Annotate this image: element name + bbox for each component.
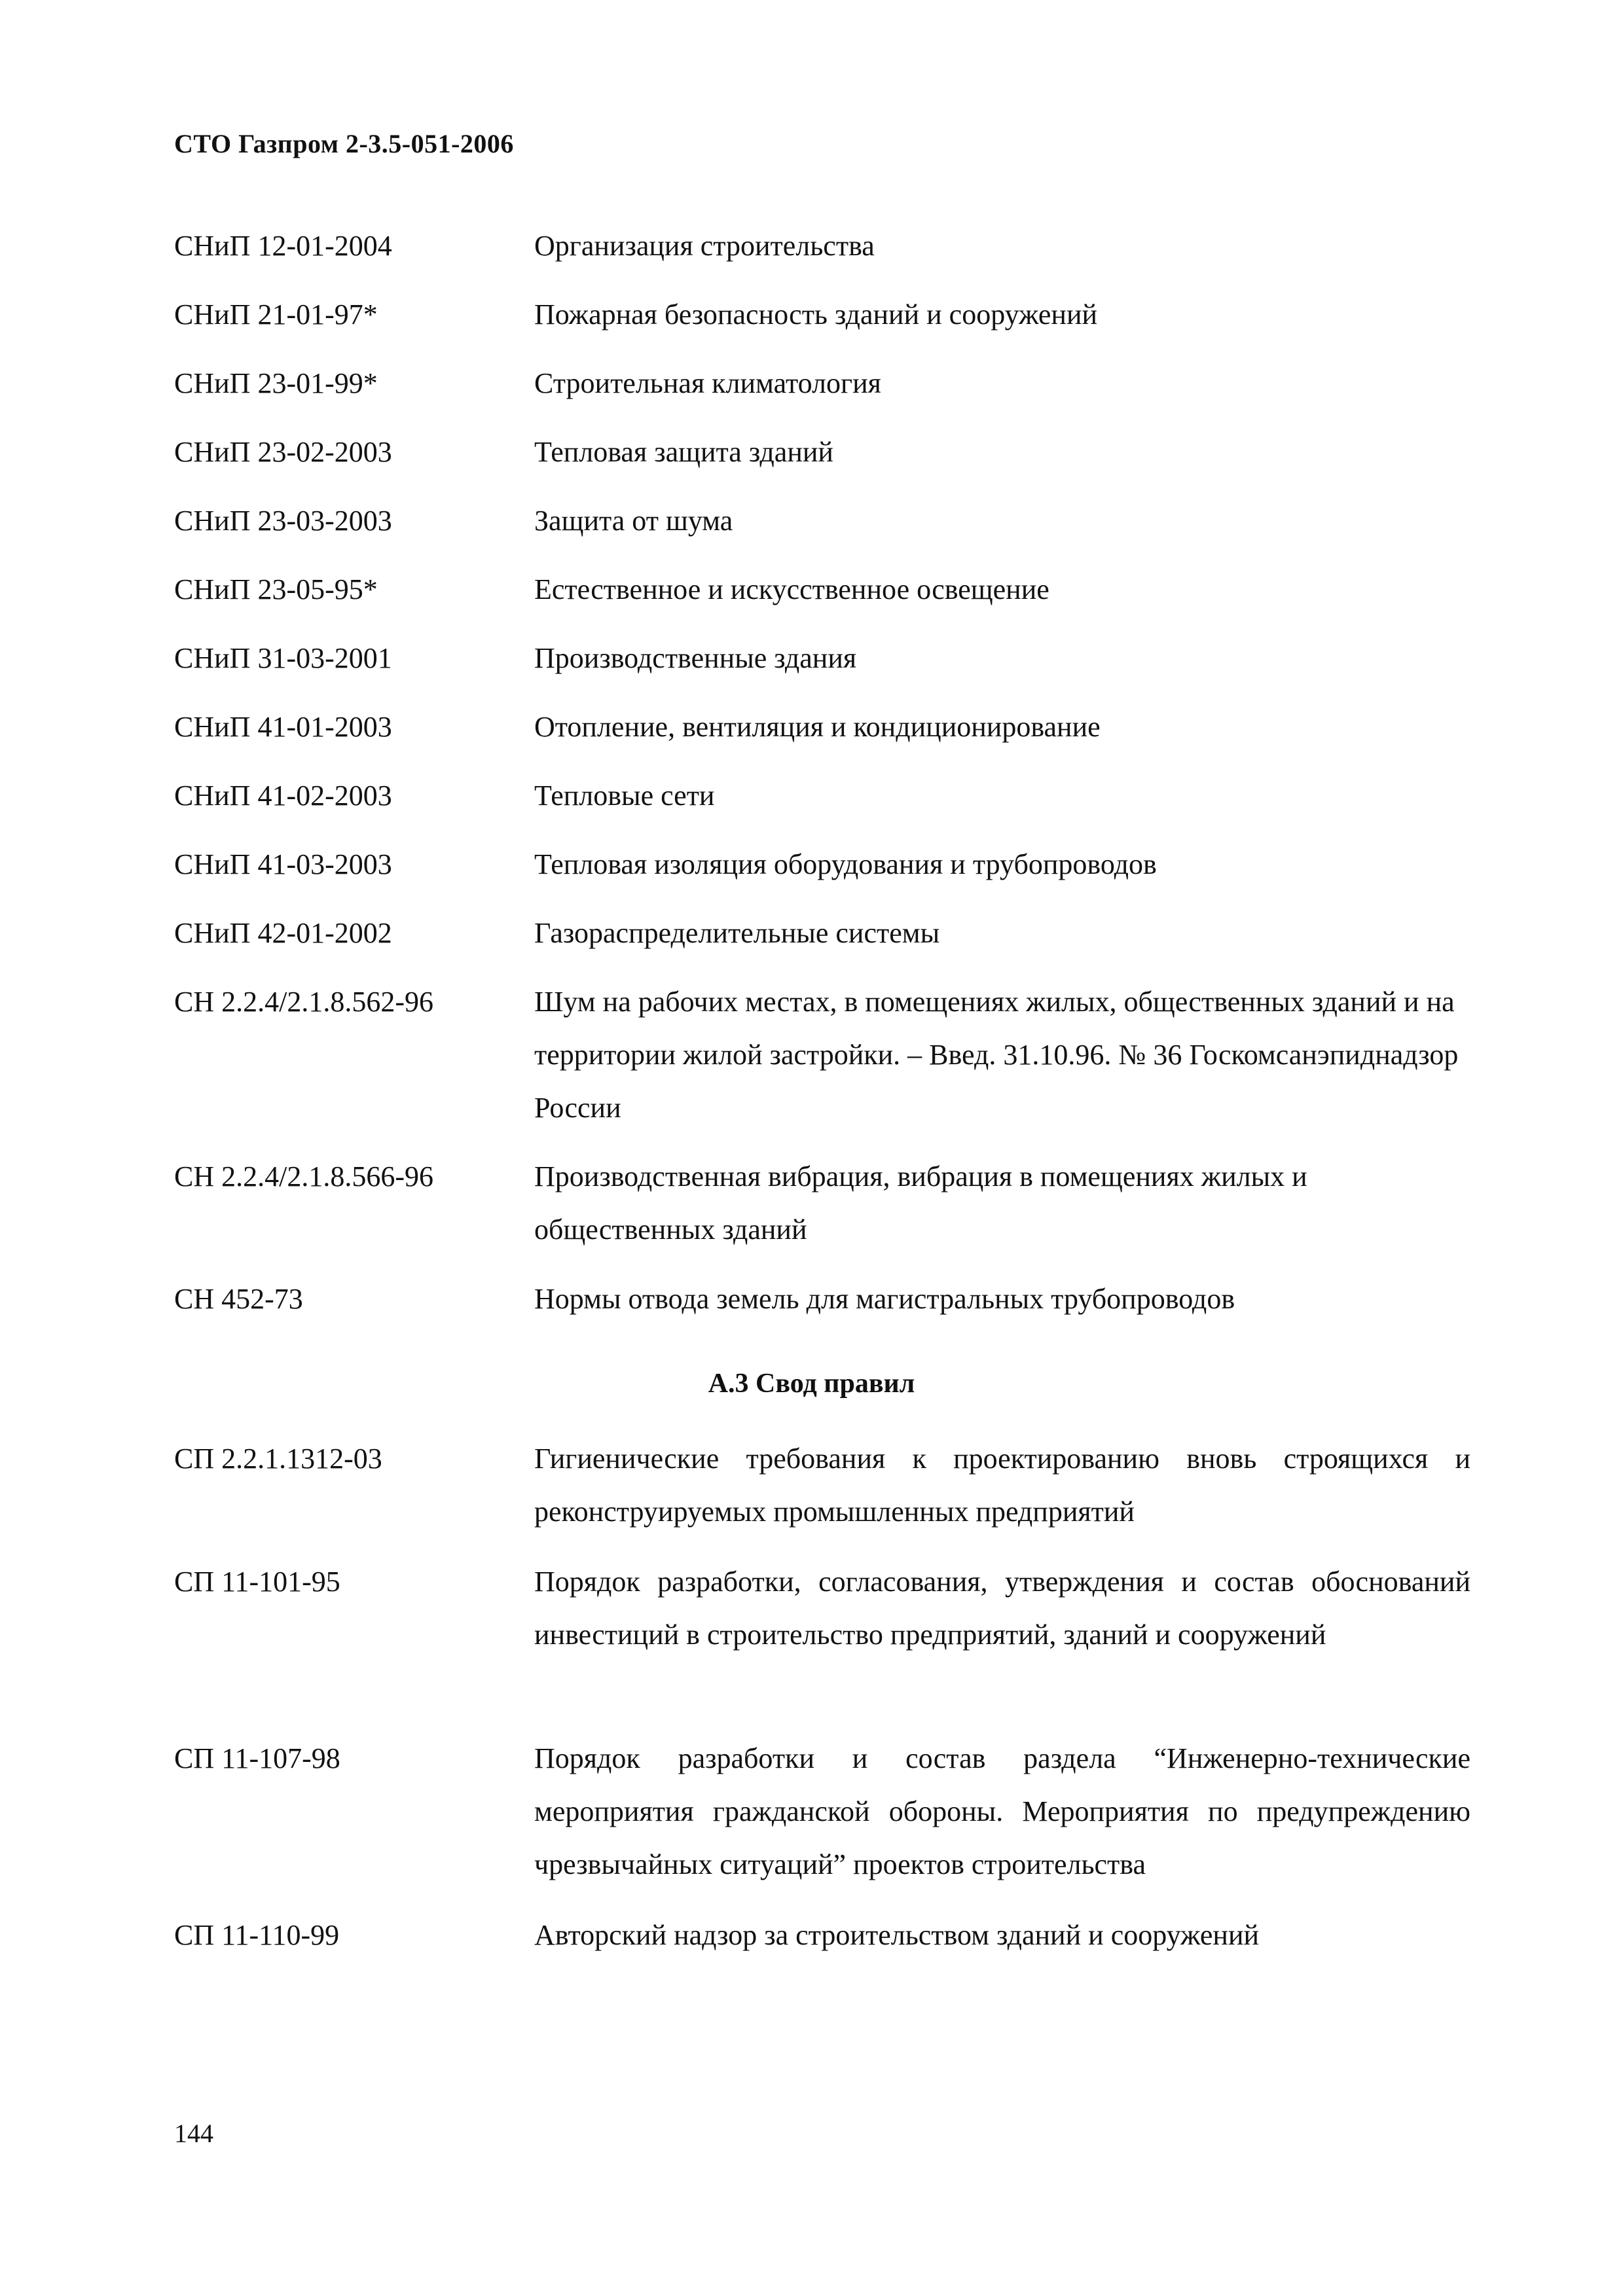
reference-entry [174,1555,1470,1661]
reference-title: Производственная вибрация, вибрация в помещениях жилых и общественных зданий [534,1160,1307,1246]
reference-title: Тепловая изоляция оборудования и трубопроводов [534,848,1157,880]
reference-title: Отопление, вентиляция и кондиционирование [534,711,1101,743]
reference-title: Авторский надзор за строительством зданий и сооружений [534,1919,1260,1951]
document-header: СТО Газпром 2-3.5-051-2006 [174,129,514,158]
reference-code: СНиП 41-01-2003 [174,711,392,743]
reference-title: Шум на рабочих местах, в помещениях жилых, общественных зданий и на территории жилой застройки. – Введ. 31.10.96. № 36 Госкомсанэпиднадзор России [534,986,1459,1124]
reference-code: СП 11-101-95 [174,1566,340,1598]
reference-code: СНиП 23-02-2003 [174,436,392,468]
reference-code: СНиП 42-01-2002 [174,917,392,949]
reference-title: Гигиенические требования к проектированию вновь строящихся и реконструируемых промышленных предприятий [534,1443,1470,1528]
reference-code: СП 11-110-99 [174,1919,340,1951]
reference-entry [174,357,1470,410]
reference-code: СНиП 21-01-97* [174,298,378,331]
reference-code: СП 11-107-98 [174,1742,340,1774]
reference-entry [174,1909,1470,1962]
reference-title: Тепловые сети [534,780,715,812]
reference-code: СН 452-73 [174,1283,303,1315]
reference-title: Порядок разработки, согласования, утверждения и состав обоснований инвестиций в строительство предприятий, зданий и сооружений [534,1566,1470,1651]
reference-code: СНиП 23-01-99* [174,367,378,399]
reference-entry [174,700,1470,753]
page-number: 144 [174,2119,213,2148]
reference-code: СНиП 12-01-2004 [174,230,392,262]
reference-entry [174,288,1470,341]
reference-title: Производственные здания [534,642,857,674]
reference-title: Пожарная безопасность зданий и сооружений [534,298,1098,331]
reference-code: СНиП 31-03-2001 [174,642,392,674]
reference-entry [174,219,1470,272]
reference-title: Защита от шума [534,505,733,537]
reference-entry [174,494,1470,547]
reference-code: СНиП 23-05-95* [174,573,378,605]
reference-entry [174,1272,1470,1325]
reference-entry [174,563,1470,616]
reference-entry [174,632,1470,685]
reference-entry [174,769,1470,822]
reference-title: Строительная климатология [534,367,881,399]
reference-entry [174,1732,1470,1891]
reference-entry [174,425,1470,478]
reference-entry [174,838,1470,891]
reference-title: Тепловая защита зданий [534,436,833,468]
reference-entry [174,1150,1470,1256]
reference-title: Нормы отвода земель для магистральных трубопроводов [534,1283,1235,1315]
reference-code: СН 2.2.4/2.1.8.566-96 [174,1160,433,1193]
section-title: А.3 Свод правил [708,1369,915,1399]
reference-code: СНиП 41-03-2003 [174,848,392,880]
reference-code: СП 2.2.1.1312-03 [174,1443,382,1475]
reference-title: Организация строительства [534,230,875,262]
reference-entry [174,975,1470,1134]
reference-code: СНиП 23-03-2003 [174,505,392,537]
reference-code: СНиП 41-02-2003 [174,780,392,812]
reference-entry [174,906,1470,960]
reference-title: Газораспределительные системы [534,917,940,949]
reference-code: СН 2.2.4/2.1.8.562-96 [174,986,433,1018]
reference-entry [174,1432,1470,1538]
reference-title: Естественное и искусственное освещение [534,573,1049,605]
reference-title: Порядок разработки и состав раздела “Инженерно-технические мероприятия гражданской обороны. Мероприятия по предупреждению чрезвычайных ситуаций” проектов строительства [534,1742,1470,1880]
